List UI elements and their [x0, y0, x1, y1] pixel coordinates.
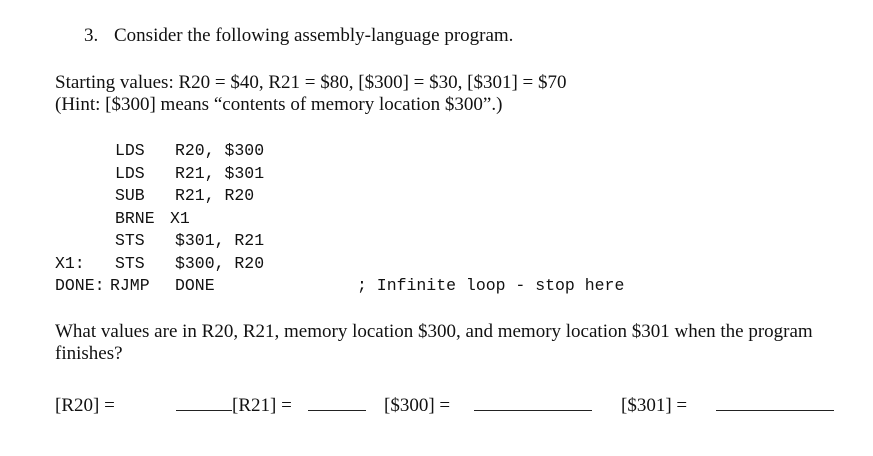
answer-blank-301[interactable]: [716, 410, 834, 411]
code-opcode: STS: [115, 231, 145, 250]
code-opcode: BRNE: [115, 208, 155, 228]
question-number: 3.: [84, 25, 99, 46]
answer-label-301: [$301] =: [621, 395, 688, 416]
code-opcode: LDS: [115, 141, 145, 160]
answer-label-300: [$300] =: [384, 395, 451, 416]
code-label: DONE:: [55, 276, 105, 295]
code-operands: R21, R20: [175, 186, 255, 205]
starting-values: Starting values: R20 = $40, R21 = $80, [$300] = $30, [$301] = $70: [55, 72, 567, 93]
code-operands: R21, $301: [175, 163, 265, 183]
code-opcode: STS: [115, 253, 145, 273]
code-opcode: LDS: [115, 163, 145, 183]
answer-blank-300[interactable]: [474, 410, 592, 411]
code-opcode: SUB: [115, 186, 145, 205]
code-operands: R20, $300: [175, 141, 265, 160]
code-operands: DONE: [175, 276, 215, 295]
code-operands: $300, R20: [175, 253, 265, 273]
question-prompt: Consider the following assembly-language program.: [114, 25, 514, 46]
code-operands: X1: [170, 208, 190, 228]
code-opcode: RJMP: [110, 276, 150, 295]
answer-label-r21: [R21] =: [232, 395, 292, 416]
code-label: X1:: [55, 253, 85, 273]
final-question: What values are in R20, R21, memory location $300, and memory location $301 when the program finishes?: [55, 321, 813, 364]
hint-text: (Hint: [$300] means “contents of memory location $300”.): [55, 94, 503, 115]
code-operands: $301, R21: [175, 231, 265, 250]
code-comment: ; Infinite loop - stop here: [357, 276, 625, 295]
answer-blank-r21[interactable]: [308, 410, 366, 411]
answer-blank-r20[interactable]: [176, 410, 232, 411]
answer-label-r20: [R20] =: [55, 395, 115, 416]
